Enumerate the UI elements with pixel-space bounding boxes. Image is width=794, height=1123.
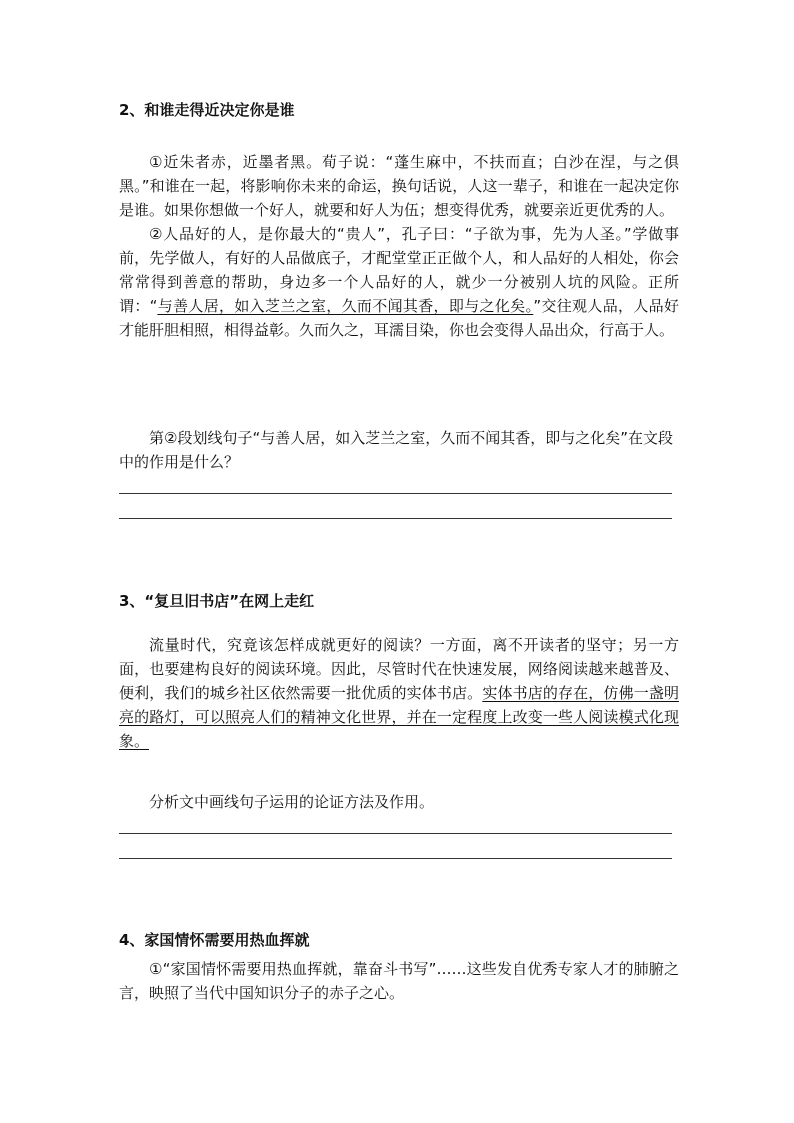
paragraph-text: 流量时代，究竟该怎样成就更好的阅读？一方面，离不开读者的坚守；另一方面，也要建构良好的阅读环境。因此，尽管时代在快速发展，网络阅读越来越普及、便利，我们的城乡社区依然需要一批优质的实体书店。: [119, 636, 679, 702]
answer-line[interactable]: [119, 518, 672, 519]
paragraph-1: [119, 150, 679, 222]
section-3-question: [119, 790, 679, 814]
answer-line[interactable]: [119, 833, 672, 834]
question-text: 第②段划线句子“与善人居，如入芝兰之室，久而不闻其香，即与之化矣”在文段中的作用是什么？: [119, 429, 673, 471]
section-3: [119, 590, 679, 612]
section-2-question: [119, 426, 679, 474]
paragraph-text: ”交往观人品，人品好才能肝胆相照，相得益彰。久而久之，耳濡目染，你也会变得人品出众，行高于人。: [119, 297, 679, 339]
paragraph-text: ②人品好的人，是你最大的“贵人”，孔子曰：“子欲为事，先为人圣。”学做事前，先学做人，有好的人品做底子，才配堂堂正正做个人，和人品好的人相处，你会常常得到善意的帮助，身边多一个人品好的人，就少一分被别人坑的风险。正所谓：“: [119, 225, 679, 315]
section-3-body: [119, 633, 679, 753]
section-heading: 2、和谁走得近决定你是谁: [119, 101, 295, 119]
paragraph-2: [119, 222, 679, 342]
underlined-sentence: 与善人居，如入芝兰之室，久而不闻其香，即与之化矣。: [157, 297, 534, 315]
section-4-body: [119, 957, 679, 1005]
paragraph-text: ①近朱者赤，近墨者黑。荀子说：“蓬生麻中，不扶而直；白沙在涅，与之俱黑。”和谁在一起，将影响你未来的命运，换句话说，人这一辈子，和谁在一起决定你是谁。如果你想做一个好人，就要和好人为伍；想变得优秀，就要亲近更优秀的人。: [119, 153, 679, 219]
section-2-body: [119, 150, 679, 342]
paragraph-1: [119, 633, 679, 753]
answer-line[interactable]: [119, 858, 672, 859]
paragraph-1: [119, 957, 679, 1005]
section-2: [119, 99, 679, 121]
underlined-sentence: 实体书店的存在，仿佛一盏明亮的路灯，可以照亮人们的精神文化世界，并在一定程度上改变一些人阅读模式化现象。: [119, 684, 679, 750]
section-4: [119, 929, 679, 951]
section-heading: 4、家国情怀需要用热血挥就: [119, 931, 310, 949]
answer-line[interactable]: [119, 493, 672, 494]
section-heading: 3、“复旦旧书店”在网上走红: [119, 592, 315, 610]
question-text: 分析文中画线句子运用的论证方法及作用。: [149, 793, 435, 811]
paragraph-text: ①“家国情怀需要用热血挥就，靠奋斗书写”……这些发自优秀专家人才的肺腑之言，映照了当代中国知识分子的赤子之心。: [119, 960, 679, 1002]
